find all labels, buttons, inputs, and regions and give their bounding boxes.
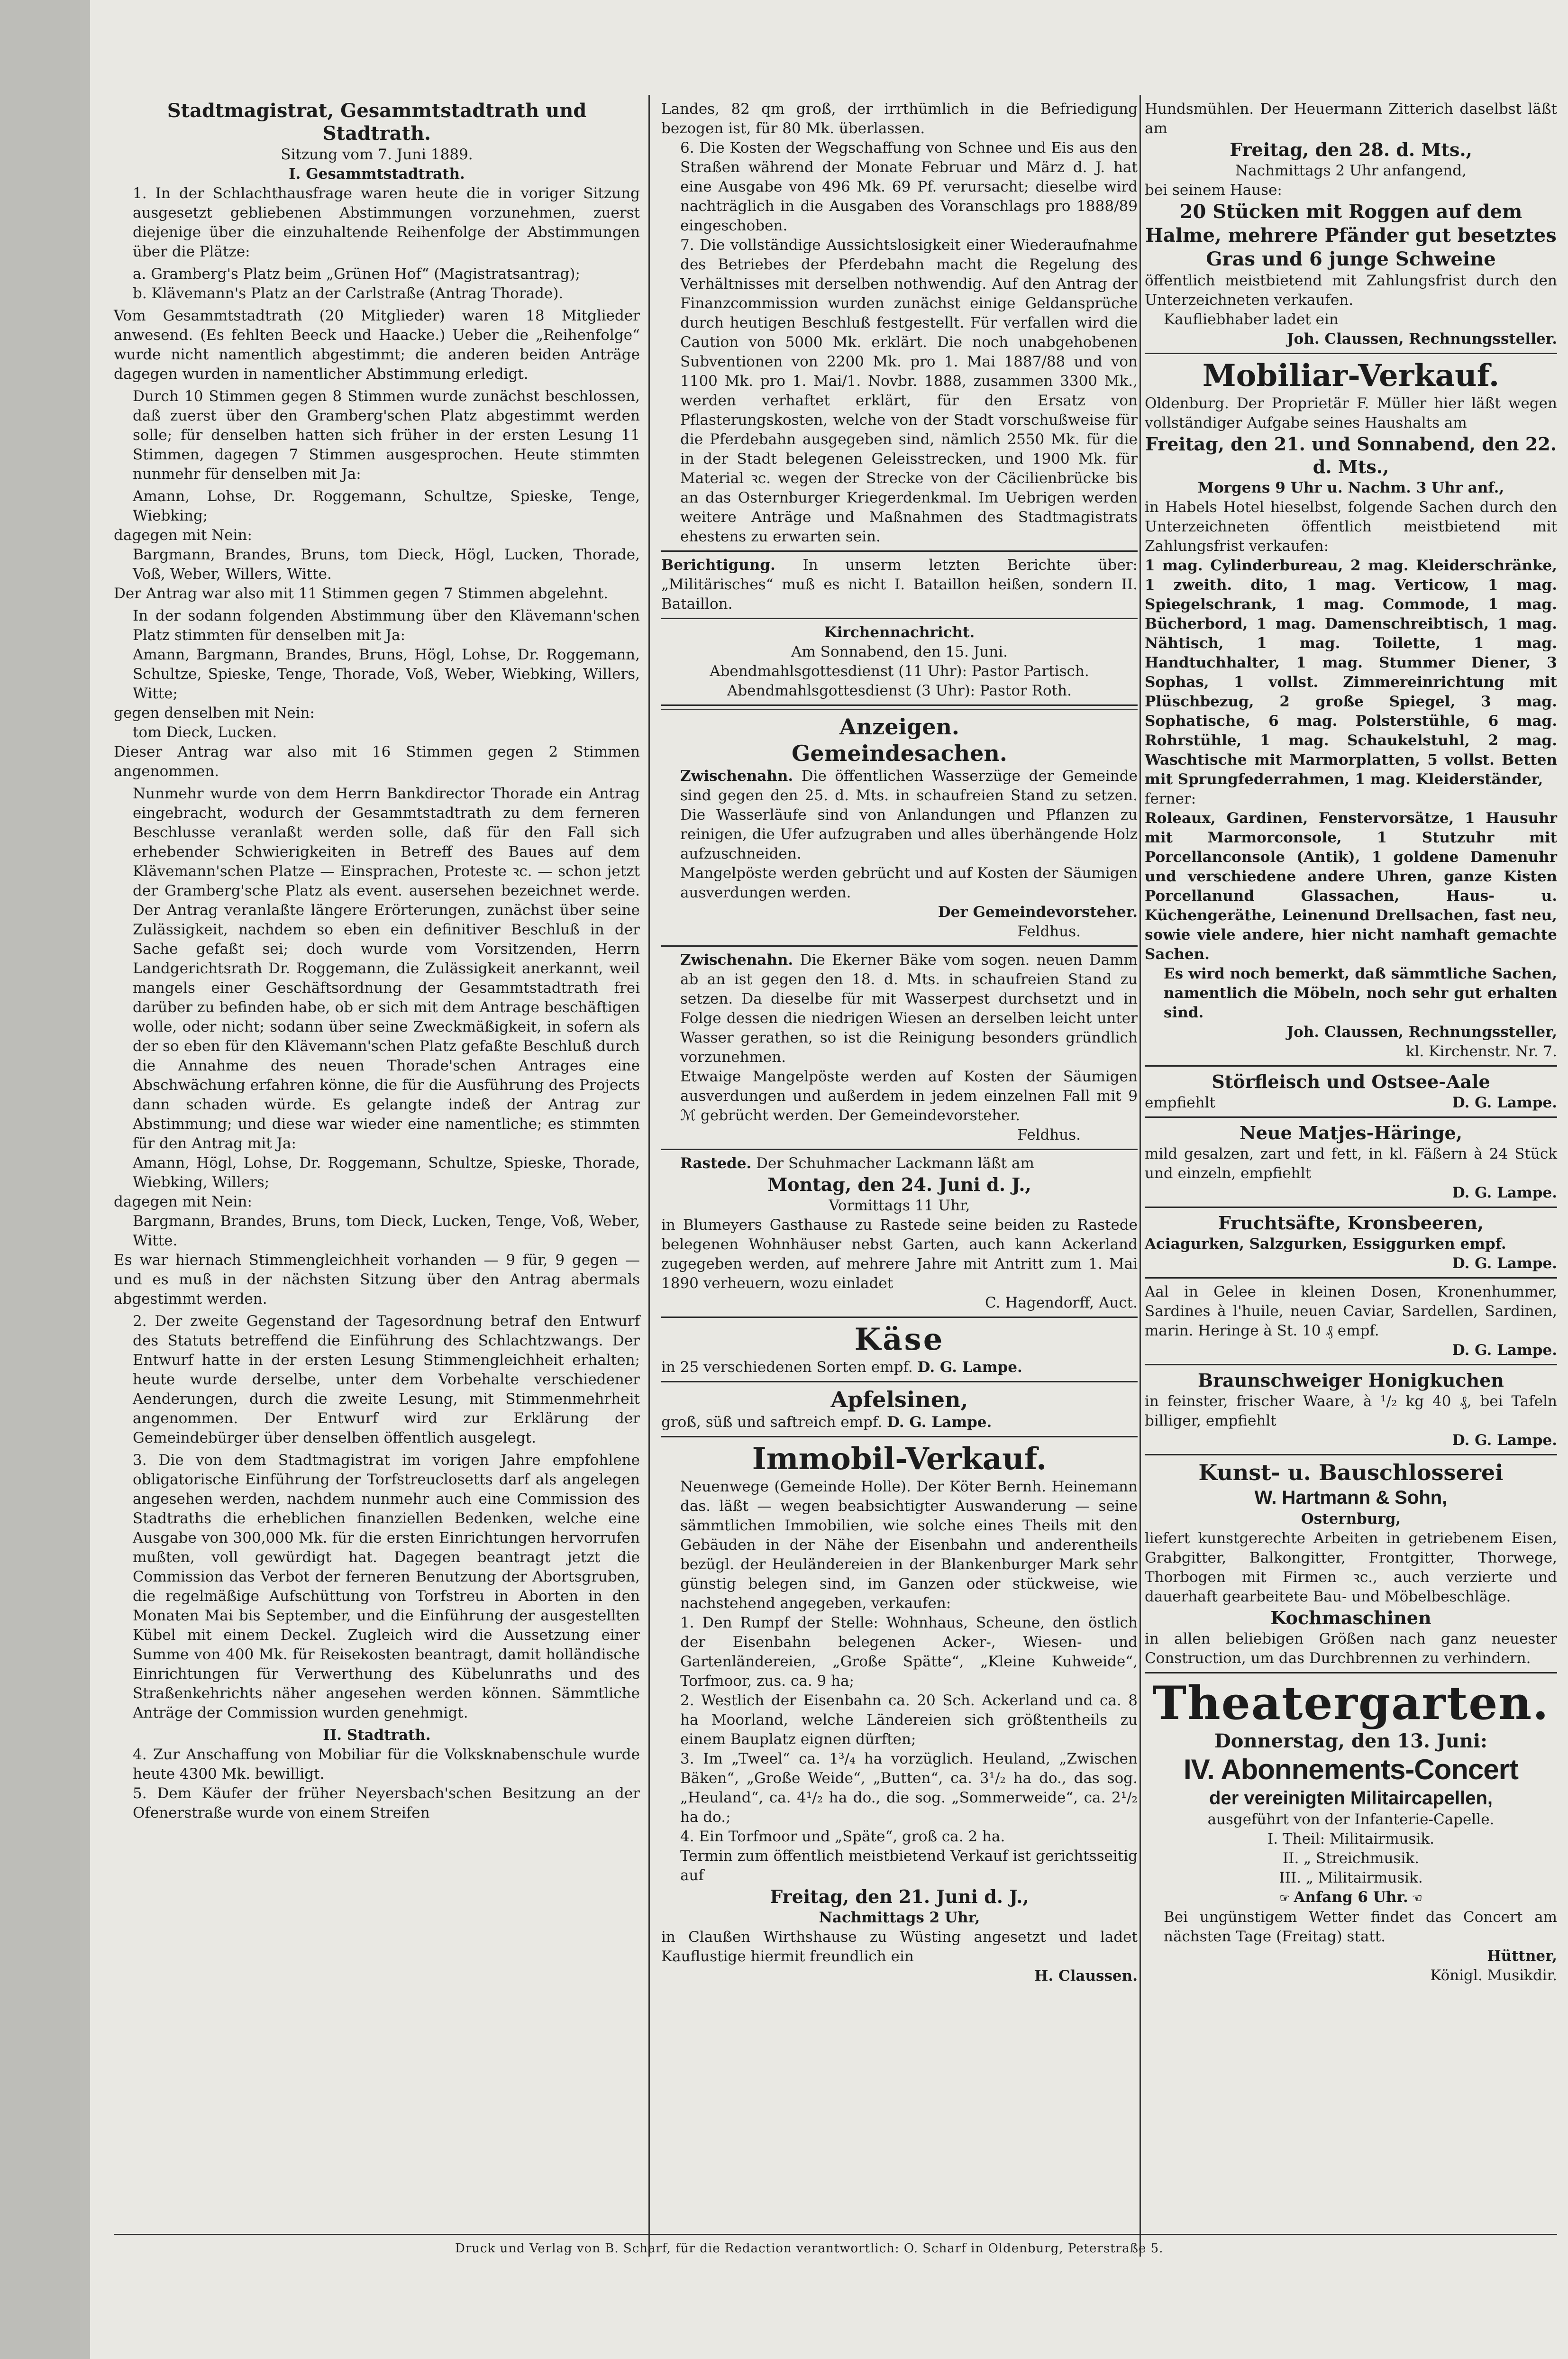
paragraph: Vom Gesammtstadtrath (20 Mitglieder) waren 18 Mitglieder anwesend. (Es fehlten Beeck und Haacke.) Ueber die „Reihenfolge“ wurde nicht namentlich abgestimmt; die anderen beiden Anträge dagegen wurden in namentlicher Abstimmung erledigt. bbox=[114, 307, 640, 383]
concert-note: ausgeführt von der Infanterie-Capelle. bbox=[1207, 1811, 1495, 1828]
ads-heading: Anzeigen. bbox=[839, 714, 959, 740]
list-item: 3. Im „Tweel“ ca. 1³/₄ ha vorzüglich. Heuland, „Zwischen Bäken“, „Große Weide“, „Butten“, ca. 3¹/₂ ha do., das sog. „Heuland“, ca. 4¹/₂ ha do., die sog. „Sommerweide“, ca. 2¹/₂ ha do.; bbox=[680, 1750, 1138, 1826]
signature: C. Hagendorff, Auct. bbox=[985, 1294, 1138, 1311]
section-heading-2: II. Stadtrath. bbox=[323, 1727, 431, 1744]
sturgeon-ad-title: Störfleisch und Ostsee-Aale bbox=[1212, 1071, 1490, 1092]
auction-time: Nachmittags 2 Uhr, bbox=[819, 1909, 980, 1926]
auction-time: Morgens 9 Uhr u. Nachm. 3 Uhr anf., bbox=[1197, 479, 1504, 496]
divider bbox=[661, 704, 1138, 710]
divider bbox=[1145, 1672, 1557, 1673]
oranges-ad-title: Apfelsinen, bbox=[830, 1387, 968, 1412]
signature-address: kl. Kirchenstr. Nr. 7. bbox=[1405, 1043, 1557, 1060]
firm-name: W. Hartmann & Sohn, bbox=[1254, 1487, 1448, 1508]
place-name: Zwischenahn. bbox=[680, 951, 793, 969]
ad-sign: D. G. Lampe. bbox=[1452, 1342, 1557, 1359]
ad-text: in 25 verschiedenen Sorten empf. D. G. Lampe. bbox=[661, 1359, 1022, 1376]
article-date: Sitzung vom 7. Juni 1889. bbox=[281, 146, 473, 163]
column-2 bbox=[661, 100, 1138, 1986]
notice: Zwischenahn. Die Ekerner Bäke vom sogen. neuen Damm ab an ist gegen den 18. d. Mts. in schaufreien Stand zu setzen. Da dieselbe für mit Wasserpest durchsetzt und in Folge dessen die niedrigen Wiesen an derselben leicht unter Wasser gerathen, so ist die Reinigung besonders gründlich vorzunehmen. bbox=[680, 951, 1138, 1066]
ad-text: öffentlich meistbietend mit Zahlungsfrist durch den Unterzeichneten verkaufen. bbox=[1145, 272, 1557, 309]
honey-cake-ad-title: Braunschweiger Honigkuchen bbox=[1198, 1370, 1504, 1391]
divider bbox=[1145, 1065, 1557, 1067]
auction-date: Freitag, den 21. Juni d. J., bbox=[770, 1886, 1029, 1907]
place-name: Rastede. bbox=[680, 1155, 752, 1172]
divider bbox=[1145, 1364, 1557, 1365]
auction-date: Freitag, den 21. und Sonnabend, den 22. d. Mts., bbox=[1145, 433, 1557, 477]
vote-label: gegen denselben mit Nein: bbox=[114, 704, 315, 722]
vote-list: tom Dieck, Lucken. bbox=[133, 724, 277, 741]
ad-sign: D. G. Lampe. bbox=[1452, 1432, 1557, 1449]
auction-goods: 20 Stücken mit Roggen auf dem Halme, mehrere Pfänder gut besetztes Gras und 6 junge Schweine bbox=[1145, 201, 1557, 270]
notice: Zwischenahn. Die öffentlichen Wasserzüge der Gemeinde sind gegen den 25. d. Mts. in schaufreien Stand zu setzen. Die Wasserläufe sind von Anlandungen und Pflanzen zu reinigen, die Ufer aufzugraben und alles überhängende Holz aufzuschneiden. bbox=[680, 768, 1138, 862]
column-rule-1 bbox=[648, 95, 650, 2257]
cheese-ad-title: Käse bbox=[854, 1322, 945, 1357]
ad-text: mild gesalzen, zart und fett, in kl. Fäßern à 24 Stück und einzeln, empfiehlt bbox=[1145, 1145, 1557, 1182]
auction-date: Montag, den 24. Juni d. J., bbox=[767, 1174, 1031, 1195]
place-name: Zwischenahn. bbox=[680, 768, 793, 785]
furniture-sale-title: Mobiliar-Verkauf. bbox=[1202, 358, 1500, 393]
paragraph: 6. Die Kosten der Wegschaffung von Schnee und Eis aus den Straßen während der Monate Februar und März d. J. hat eine Ausgabe von 496 Mk. 69 Pf. verursacht; dieselbe wird nachträglich in die Ausgaben des Voranschlags pro 1888/89 eingeschoben. bbox=[680, 139, 1138, 234]
ad-text: in feinster, frischer Waare, à ¹/₂ kg 40 ₰, bei Tafeln billiger, empfiehlt bbox=[1145, 1393, 1557, 1429]
ad-text: in Habels Hotel hieselbst, folgende Sachen durch den Unterzeichneten öffentlich meistbietend mit Zahlungsfrist verkaufen: bbox=[1145, 499, 1557, 555]
vote-list: Bargmann, Brandes, Bruns, tom Dieck, Lucken, Tenge, Voß, Weber, Witte. bbox=[133, 1213, 640, 1249]
paragraph: Nunmehr wurde von dem Herrn Bankdirector Thorade ein Antrag eingebracht, wodurch der Gesammtstadtrath zu dem ferneren Beschlusse veranlaßt werden solle, daß für den Fall sich erhebender Schwierigkeiten in Betreff des Baues auf dem Klävemann'schen Platze — Einsprachen, Proteste ꝛc. — schon jetzt der Gramberg'sche Platz als event. ausersehen bezeichnet werde. Der Antrag veranlaßte längere Erörterungen, zunächst über seine Zulässigkeit, nachdem so eben ein definitiver Beschluß in der Sache gefaßt sei; doch wurde vom Vorsitzenden, Herrn Landgerichtsrath Dr. Roggemann, die Zulässigkeit anerkannt, weil mangels einer Geschäftsordnung der Gesammtstadtrath frei darüber zu befinden habe, ob er sich mit dem Antrage beschäftigen wolle, oder nicht; sodann über seine Zweckmäßigkeit, in sofern als der so eben für den Klävemann'schen Platz gefaßte Beschluß durch die Annahme des neuen Thorade'schen Antrages eine Abschwächung erfahren könne, die für die Ausführung des Projects dann schaden würde. Es gelangte indeß der Antrag zur Abstimmung; und diese war wieder eine namentliche; es stimmten für den Antrag mit Ja: bbox=[133, 785, 640, 1152]
property-list bbox=[661, 1613, 1138, 1847]
section-heading-1: I. Gesammtstadtrath. bbox=[289, 165, 465, 183]
ad-text: ferner: bbox=[1145, 790, 1196, 807]
list-item: 4. Ein Torfmoor und „Späte“, groß ca. 2 ha. bbox=[680, 1828, 1005, 1845]
ad-sign: D. G. Lampe. bbox=[1452, 1094, 1557, 1111]
ad-sign: D. G. Lampe. bbox=[887, 1414, 992, 1431]
auction-time: Nachmittags 2 Uhr anfangend, bbox=[1235, 162, 1467, 179]
signature: H. Claussen. bbox=[1034, 1967, 1138, 1984]
ad-text: Kaufliebhaber ladet ein bbox=[1164, 311, 1339, 328]
divider bbox=[661, 1381, 1138, 1382]
ad-text: Oldenburg. Der Proprietär F. Müller hier läßt wegen vollständiger Aufgabe seines Haushalts am bbox=[1145, 395, 1557, 431]
ad-text: Hundsmühlen. Der Heuermann Zitterich daselbst läßt am bbox=[1145, 101, 1557, 137]
vote-list: Amann, Lohse, Dr. Roggemann, Schultze, Spieske, Tenge, Wiebking; bbox=[133, 488, 640, 524]
vote-list: Amann, Högl, Lohse, Dr. Roggemann, Schultze, Spieske, Thorade, Wiebking, Willers; bbox=[133, 1154, 640, 1191]
divider bbox=[1145, 1207, 1557, 1208]
firm-place: Osternburg, bbox=[1301, 1510, 1401, 1527]
scan-margin bbox=[0, 0, 90, 2359]
article-title: Stadtmagistrat, Gesammtstadtrath und Stadtrath. bbox=[167, 100, 587, 145]
pointing-hand-icon: ☜ bbox=[1408, 1891, 1422, 1905]
ad-text: Aciagurken, Salzgurken, Essiggurken empf. bbox=[1145, 1235, 1506, 1253]
item-list: Roleaux, Gardinen, Fenstervorsätze, 1 Hausuhr mit Marmorconsole, 1 Stutzuhr mit Porcellanconsole (Antik), 1 goldene Damenuhr und verschiedene andere Uhren, ganze Kisten Porcellanund Glassachen, Haus- u. Küchengeräthe, Leinenund Drellsachen, fast neu, sowie viele andere, hier nicht namhaft gemachte Sachen. bbox=[1145, 810, 1557, 963]
herring-ad-title: Neue Matjes-Häringe, bbox=[1240, 1122, 1462, 1143]
divider bbox=[1145, 353, 1557, 354]
ad-text: empfiehlt D. G. Lampe. bbox=[1145, 1093, 1557, 1113]
notice-text: Etwaige Mangelpöste werden auf Kosten der Säumigen ausverdungen und außerdem in jedem einzelnen Fall mit 9 ℳ gebrücht werden. Der Gemeindevorsteher. bbox=[680, 1068, 1138, 1124]
divider bbox=[1145, 1116, 1557, 1118]
paragraph: Es war hiernach Stimmengleichheit vorhanden — 9 für, 9 gegen — und es muß in der nächsten Sitzung über den Antrag abermals abgestimmt werden. bbox=[114, 1252, 640, 1308]
correction-notice bbox=[661, 556, 1138, 614]
ad-text: in Claußen Wirthshause zu Wüsting angesetzt und ladet Kauflustige hiermit freundlich ein bbox=[661, 1929, 1138, 1965]
correction-title: Berichtigung. bbox=[661, 557, 775, 574]
signature: Joh. Claussen, Rechnungssteller, bbox=[1286, 1024, 1557, 1041]
divider bbox=[1145, 1277, 1557, 1279]
concert-date: Donnerstag, den 13. Juni: bbox=[1214, 1730, 1487, 1752]
divider bbox=[661, 945, 1138, 947]
ad-text: Aal in Gelee in kleinen Dosen, Kronenhummer, Sardines à l'huile, neuen Caviar, Sardellen, Sardinen, marin. Heringe à St. 10 ₰ empf. bbox=[1145, 1283, 1557, 1339]
signature: Joh. Claussen, Rechnungssteller. bbox=[1287, 330, 1557, 347]
divider bbox=[1145, 1454, 1557, 1455]
paragraph: Dieser Antrag war also mit 16 Stimmen gegen 2 Stimmen angenommen. bbox=[114, 743, 640, 780]
divider bbox=[661, 618, 1138, 619]
list-item: 1. Den Rumpf der Stelle: Wohnhaus, Scheune, den östlich der Eisenbahn belegenen Acker-, Wiesen- und Gartenländereien, „Große Spätte“, „Kleine Kuhweide“, Torfmoor, zus. ca. 9 ha; bbox=[680, 1614, 1138, 1690]
theatre-garden-title: Theatergarten. bbox=[1152, 1676, 1550, 1730]
vote-label: dagegen mit Nein: bbox=[114, 1193, 252, 1210]
list-item: a. Gramberg's Platz beim „Grünen Hof“ (Magistratsantrag); bbox=[133, 265, 580, 283]
divider bbox=[661, 1436, 1138, 1437]
ad-sign: D. G. Lampe. bbox=[917, 1359, 1022, 1376]
property-sale-title: Immobil-Verkauf. bbox=[752, 1441, 1047, 1477]
notice-text: in Blumeyers Gasthause zu Rastede seine beiden zu Rastede belegenen Wohnhäuser nebst Garten, auch kann Ackerland zugegeben werden, auf mehrere Jahre mit Antritt zum 1. Mai 1890 verheuern, wozu einladet bbox=[661, 1216, 1138, 1292]
ad-text: in allen beliebigen Größen nach ganz neuester Construction, um das Durchbrennen zu verhindern. bbox=[1145, 1630, 1557, 1667]
ad-text: bei seinem Hause: bbox=[1145, 182, 1282, 199]
correction-text: In unserm letzten Berichte über: „Militärisches“ muß es nicht I. Bataillon heißen, sondern II. Bataillon. bbox=[661, 557, 1138, 613]
program-part: I. Theil: Militairmusik. bbox=[1267, 1830, 1435, 1847]
church-service: Abendmahlsgottesdienst (3 Uhr): Pastor Roth. bbox=[727, 682, 1072, 699]
paragraph: 2. Der zweite Gegenstand der Tagesordnung betraf den Entwurf des Statuts betreffend die Einführung des Schlachtzwangs. Der Entwurf hatte in der ersten Lesung Stimmengleichheit erhalten; heute wurde derselbe, unter dem Vorbehalte verschiedener Aenderungen, durch die zweite Lesung, mit Stimmenmehrheit angenommen. Der Entwurf wird zur Erklärung der Gemeindebürger über denselben öffentlich ausgelegt. bbox=[133, 1313, 640, 1446]
paragraph: Landes, 82 qm groß, der irrthümlich in die Befriedigung bezogen ist, für 80 Mk. überlassen. bbox=[661, 101, 1138, 137]
ad-text: liefert kunstgerechte Arbeiten in getriebenem Eisen, Grabgitter, Balkongitter, Frontgitter, Thorwege, Thorbogen mit Firmen ꝛc., auch verzierte und dauerhaft gearbeitete Bau- und Möbelbeschläge. bbox=[1145, 1530, 1557, 1605]
signature-name: Feldhus. bbox=[1017, 1126, 1081, 1143]
ad-text: Bei ungünstigem Wetter findet das Concert am nächsten Tage (Freitag) statt. bbox=[1164, 1909, 1557, 1945]
signature: Der Gemeindevorsteher. bbox=[938, 904, 1138, 921]
church-news-title: Kirchennachricht. bbox=[824, 624, 975, 641]
list-item: 2. Westlich der Eisenbahn ca. 20 Sch. Ackerland und ca. 8 ha Moorland, welche Ländereien sich größtentheils zu einem Bauplatz eignen dürften; bbox=[680, 1692, 1138, 1748]
item-list: 1 mag. Cylinderbureau, 2 mag. Kleiderschränke, 1 zweith. dito, 1 mag. Verticow, 1 mag. Spiegelschrank, 1 mag. Commode, 1 mag. Bücherbord, 1 mag. Damenschreibtisch, 1 mag. Nähtisch, 1 mag. Toilette, 1 mag. Handtuchhalter, 1 mag. Stummer Diener, 3 Sophas, 1 vollst. Zimmereinrichtung mit Plüschbezug, 2 große Spiegel, 3 mag. Sophatische, 6 mag. Polsterstühle, 6 mag. Rohrstühle, 1 mag. Schaukelstuhl, 2 mag. Waschtische mit Marmorplatten, 5 vollst. Betten mit Sprungfederrahmen, 1 mag. Kleiderständer, bbox=[1145, 557, 1557, 788]
imprint: Druck und Verlag von B. Scharf, für die Redaction verantwortlich: O. Scharf in Oldenburg, Peterstraße 5. bbox=[455, 2241, 1164, 2256]
concert-title: IV. Abonnements-Concert bbox=[1184, 1754, 1518, 1785]
paragraph: Durch 10 Stimmen gegen 8 Stimmen wurde zunächst beschlossen, daß zuerst über den Gramberg'schen Platz abgestimmt werden solle; für denselben hatten sich früher in der ersten Lesung 11 Stimmen, dagegen 7 Stimmen ausgesprochen. Heute stimmten nunmehr für denselben mit Ja: bbox=[133, 388, 640, 483]
paragraph: 7. Die vollständige Aussichtslosigkeit einer Wiederaufnahme des Betriebes der Pferdebahn macht die Regelung des Verhältnisses mit derselben nothwendig. Auf den Antrag der Finanzcommission wurden zunächst einige Geldansprüche durch heutigen Beschluß festgestellt. Für verfallen wird die Caution von 5000 Mk. erklärt. Die noch unabgehobenen Subventionen von 2200 Mk. pro 1. Mai 1887/88 und von 1100 Mk. pro 1. Mai/1. Novbr. 1888, zusammen 3300 Mk., werden verhaftet erklärt, für den Ersatz von Pflasterungskosten, welche von der Stadt vorschußweise für die Pferdebahn ausgegeben sind, nämlich 2550 Mk. für die in der Stadt belegenen Geleisstrecken, und 1900 Mk. für Material ꝛc. wegen der Strecke von der Cäcilienbrücke bis an das Osternburger Kriegerdenkmal. Im Uebrigen werden weitere Anträge und Maßnahmen des Stadtmagistrats ehestens zu erwarten sein. bbox=[680, 237, 1138, 545]
ad-text: groß, süß und saftreich empf. D. G. Lampe. bbox=[661, 1414, 992, 1431]
ad-text: Neuenwege (Gemeinde Holle). Der Köter Bernh. Heinemann das. läßt — wegen beabsichtigter Auswanderung — seine sämmtlichen Immobilien, wie solche eines Theils mit den Gebäuden in der Nähe der Eisenbahn und anderentheils bezügl. der Heuländereien in der Blankenburger Mark sehr günstig belegen sind, im Ganzen oder stückweise, wie nachstehend angegeben, verkaufen: bbox=[680, 1478, 1138, 1612]
program-part: III. „ Militairmusik. bbox=[1279, 1869, 1423, 1886]
auction-date: Freitag, den 28. d. Mts., bbox=[1230, 139, 1472, 160]
divider bbox=[661, 550, 1138, 552]
ad-text: Termin zum öffentlich meistbietend Verkauf ist gerichtsseitig auf bbox=[680, 1847, 1138, 1884]
concert-start: ☞ Anfang 6 Uhr. ☜ bbox=[1279, 1889, 1422, 1906]
signature: Hüttner, bbox=[1487, 1948, 1557, 1965]
paragraph: 1. In der Schlachthausfrage waren heute die in voriger Sitzung ausgesetzt gebliebenen Abstimmungen vorzunehmen, zuerst diejenige über die einzuhaltende Reihenfolge der Abstimmungen über die Plätze: bbox=[133, 185, 640, 260]
paragraph: 5. Dem Käufer der früher Neyersbach'schen Besitzung an der Ofenerstraße wurde von einem Streifen bbox=[133, 1785, 640, 1821]
column-rule-2 bbox=[1140, 95, 1141, 2257]
vote-label: dagegen mit Nein: bbox=[114, 527, 252, 544]
municipal-heading: Gemeindesachen. bbox=[792, 741, 1007, 766]
stoves-heading: Kochmaschinen bbox=[1270, 1607, 1431, 1628]
program-part: II. „ Streichmusik. bbox=[1282, 1850, 1420, 1867]
column-3 bbox=[1145, 100, 1557, 1985]
signature-title: Königl. Musikdir. bbox=[1430, 1967, 1557, 1984]
paragraph: 3. Die von dem Stadtmagistrat im vorigen Jahre empfohlene obligatorische Einführung der Torfstreuclosetts darf als angelegen angesehen werden, nachdem nunmehr auch eine Commission des Stadtraths die erheblichen finanziellen Bedenken, welche eine Ausgabe von 300,000 Mk. für die ersten Einrichtungen hervorrufen mußten, voll gewürdigt hat. Dagegen beantragt jetzt die Commission das Verbot der ferneren Benutzung der Abortsgruben, die regelmäßige Aufschüttung von Torfstreu in Aborten in den Monaten Mai bis September, und die Einführung der ausgestellten Kübel mit einem Deckel. Zugleich wird die Aussetzung einer Summe von 400 Mk. für Reisekosten beantragt, damit holländische Einrichtungen für Verwerthung des Kübelunraths und des Straßenkehrichts näher angesehen werden können. Sämmtliche Anträge der Commission wurden genehmigt. bbox=[133, 1452, 640, 1721]
juice-ad-title: Fruchtsäfte, Kronsbeeren, bbox=[1218, 1212, 1484, 1234]
footer-rule bbox=[114, 2234, 1557, 2235]
vote-list: Bargmann, Brandes, Bruns, tom Dieck, Högl, Lucken, Thorade, Voß, Weber, Willers, Witte. bbox=[133, 546, 640, 583]
notice: Rastede. Der Schuhmacher Lackmann läßt am bbox=[680, 1155, 1034, 1172]
concert-performers: der vereinigten Militaircapellen, bbox=[1209, 1788, 1493, 1809]
vote-list: Amann, Bargmann, Brandes, Bruns, Högl, Lohse, Dr. Roggemann, Schultze, Spieske, Tenge, Thorade, Voß, Weber, Wiebking, Willers, Witte; bbox=[133, 646, 640, 702]
locksmith-ad-title: Kunst- u. Bauschlosserei bbox=[1198, 1460, 1504, 1485]
signature-name: Feldhus. bbox=[1017, 923, 1081, 940]
ad-text: Es wird noch bemerkt, daß sämmtliche Sachen, namentlich die Möbeln, noch sehr gut erhalten sind. bbox=[1164, 965, 1557, 1021]
church-news-date: Am Sonnabend, den 15. Juni. bbox=[791, 643, 1008, 660]
pointing-hand-icon: ☞ bbox=[1279, 1891, 1294, 1905]
column-1 bbox=[114, 100, 640, 1823]
paragraph: 4. Zur Anschaffung von Mobiliar für die Volksknabenschule wurde heute 4300 Mk. bewilligt. bbox=[133, 1746, 640, 1783]
ad-sign: D. G. Lampe. bbox=[1452, 1184, 1557, 1201]
list-item: b. Klävemann's Platz an der Carlstraße (Antrag Thorade). bbox=[133, 285, 564, 302]
ad-sign: D. G. Lampe. bbox=[1452, 1255, 1557, 1272]
divider bbox=[661, 1317, 1138, 1318]
auction-time: Vormittags 11 Uhr, bbox=[829, 1197, 970, 1214]
church-service: Abendmahlsgottesdienst (11 Uhr): Pastor Partisch. bbox=[710, 663, 1089, 680]
notice-text: Mangelpöste werden gebrücht und auf Kosten der Säumigen ausverdungen werden. bbox=[680, 865, 1138, 901]
divider bbox=[661, 1149, 1138, 1150]
paragraph: Der Antrag war also mit 11 Stimmen gegen 7 Stimmen abgelehnt. bbox=[114, 585, 609, 602]
paragraph: In der sodann folgenden Abstimmung über den Klävemann'schen Platz stimmten für denselben mit Ja: bbox=[133, 607, 640, 644]
